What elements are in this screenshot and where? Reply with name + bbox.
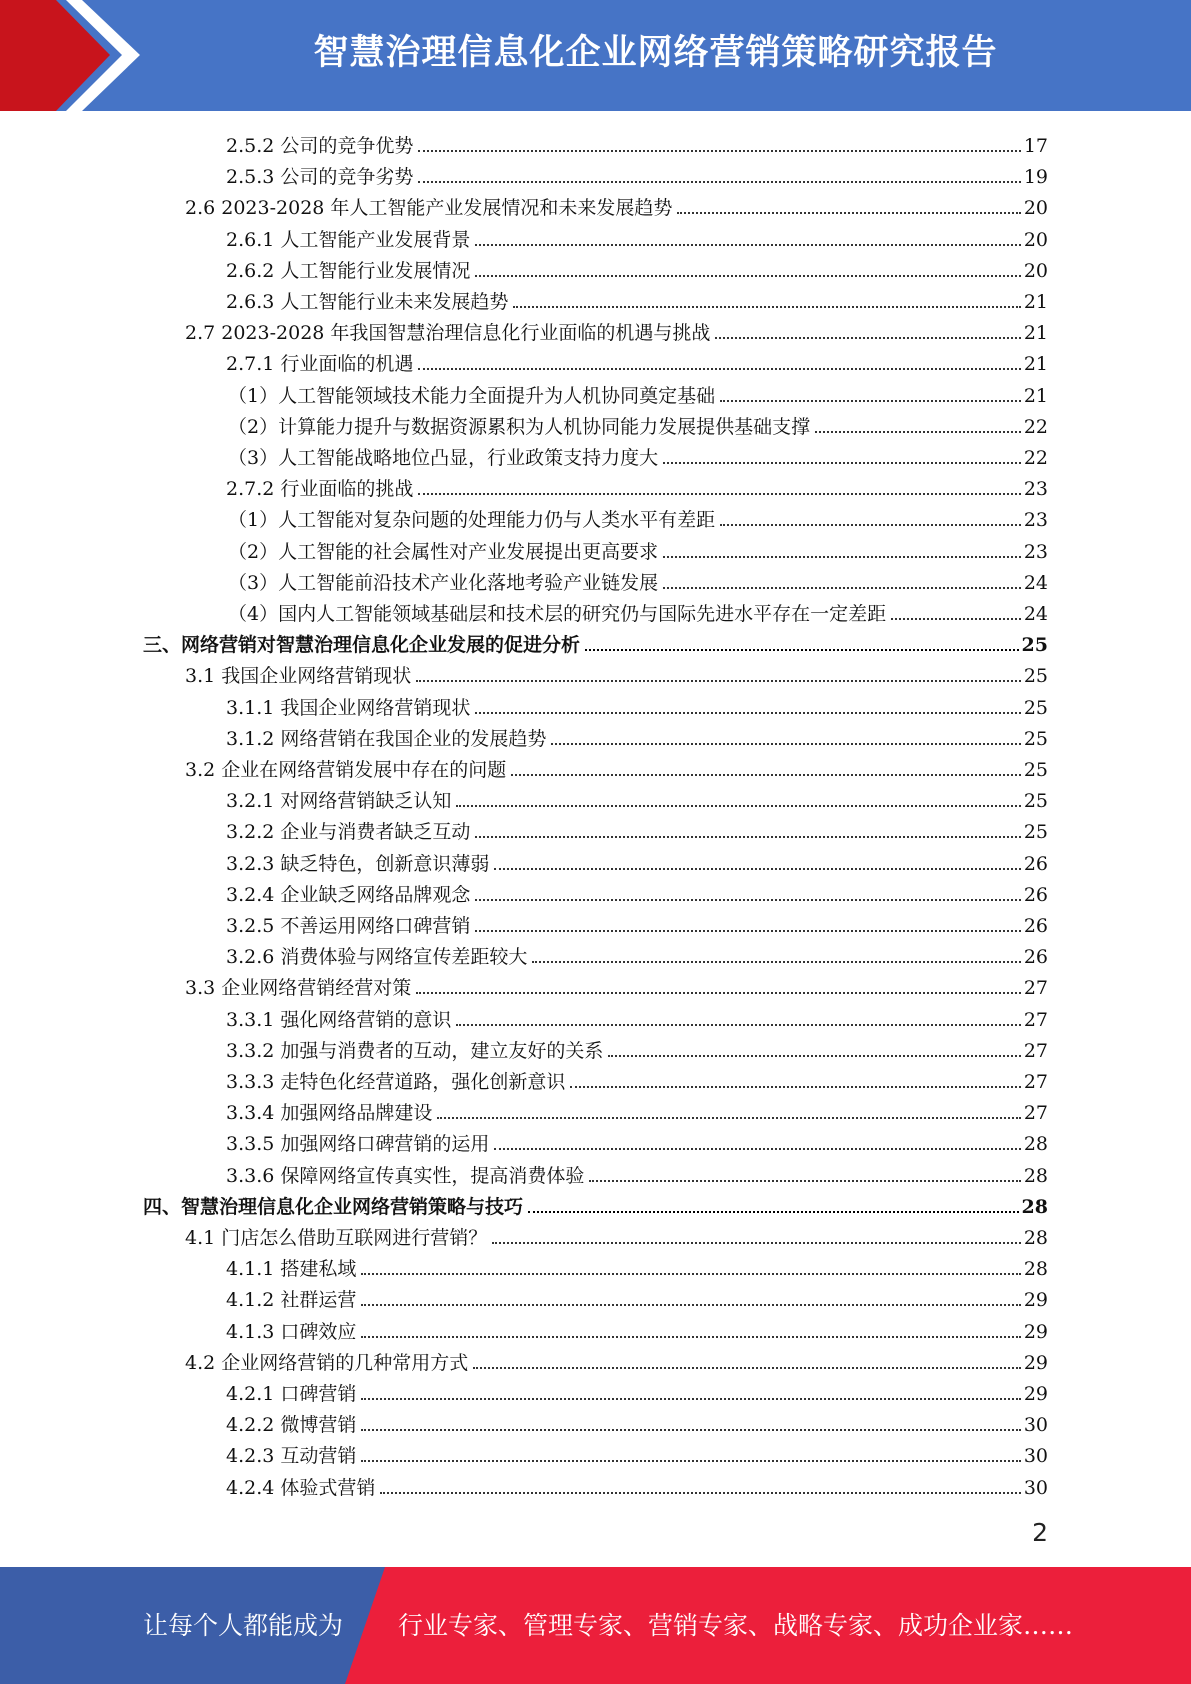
toc-entry-label: 2.6.1 人工智能产业发展背景	[226, 228, 471, 251]
toc-entry[interactable]	[226, 938, 1048, 969]
toc-entry[interactable]	[226, 1281, 1048, 1312]
toc-entry-page: 28	[1021, 1195, 1048, 1218]
toc-entry-page: 29	[1023, 1320, 1048, 1343]
report-title: 智慧治理信息化企业网络营销策略研究报告	[313, 33, 998, 73]
toc-entry-label: 4.2 企业网络营销的几种常用方式	[185, 1351, 469, 1374]
toc-entry[interactable]	[226, 221, 1048, 252]
toc-dot-leader	[663, 587, 1021, 589]
toc-dot-leader	[494, 1148, 1020, 1150]
toc-entry[interactable]	[228, 533, 1048, 564]
toc-entry-label: 3.3.6 保障网络宣传真实性，提高消费体验	[226, 1164, 585, 1187]
toc-entry-label: 2.6.3 人工智能行业未来发展趋势	[226, 291, 509, 313]
toc-entry-page: 27	[1023, 1102, 1048, 1125]
toc-entry[interactable]	[226, 1469, 1048, 1500]
page-number: 2	[1032, 1518, 1048, 1547]
toc-dot-leader	[361, 1429, 1020, 1431]
toc-entry-page: 27	[1023, 1008, 1048, 1031]
toc-entry-label: （2）计算能力提升与数据资源累积为人机协同能力发展提供基础支撑	[228, 415, 811, 438]
toc-dot-leader	[418, 181, 1020, 183]
toc-dot-leader	[475, 275, 1020, 277]
toc-dot-leader	[416, 992, 1021, 994]
toc-dot-leader	[418, 150, 1020, 152]
toc-entry[interactable]	[228, 377, 1048, 408]
toc-entry-label: 2.7 2023-2028 年我国智慧治理信息化行业面临的机遇与挑战	[185, 322, 711, 345]
toc-entry[interactable]	[185, 314, 1048, 345]
toc-dot-leader	[511, 774, 1021, 776]
toc-entry[interactable]	[228, 595, 1048, 626]
toc-entry-label: 2.7.2 行业面临的挑战	[226, 478, 414, 501]
toc-entry-page: 22	[1023, 415, 1048, 438]
toc-entry-page: 30	[1023, 1445, 1048, 1468]
toc-entry[interactable]	[226, 252, 1048, 283]
toc-entry-label: 2.5.2 公司的竞争优势	[226, 135, 414, 157]
toc-entry[interactable]	[226, 345, 1048, 376]
toc-entry[interactable]	[185, 969, 1048, 1000]
toc-entry-label: 2.6 2023-2028 年人工智能产业发展情况和未来发展趋势	[185, 197, 673, 220]
toc-entry-label: 3.2.5 不善运用网络口碑营销	[226, 915, 471, 937]
toc-dot-leader	[380, 1492, 1020, 1494]
toc-entry-page: 25	[1023, 696, 1048, 719]
toc-entry[interactable]	[226, 1063, 1048, 1094]
toc-dot-leader	[513, 306, 1020, 308]
toc-entry[interactable]	[228, 501, 1048, 532]
toc-entry[interactable]	[226, 158, 1048, 189]
toc-entry-page: 21	[1023, 322, 1048, 345]
toc-entry-page: 20	[1023, 228, 1048, 251]
toc-entry[interactable]	[226, 1157, 1048, 1188]
toc-entry[interactable]	[228, 439, 1048, 470]
toc-entry[interactable]	[226, 1125, 1048, 1156]
toc-entry[interactable]	[226, 1406, 1048, 1437]
toc-entry-page: 23	[1023, 540, 1048, 563]
toc-dot-leader	[551, 743, 1020, 745]
toc-entry[interactable]	[226, 689, 1048, 720]
toc-entry[interactable]	[228, 408, 1048, 439]
toc-entry-label: （3）人工智能战略地位凸显，行业政策支持力度大	[228, 447, 659, 469]
toc-entry-label: 4.1 门店怎么借助互联网进行营销？	[185, 1227, 488, 1249]
toc-entry-label: 3.2.6 消费体验与网络宣传差距较大	[226, 946, 528, 969]
toc-entry-label: 4.2.4 体验式营销	[226, 1476, 376, 1499]
toc-dot-leader	[494, 868, 1020, 870]
toc-entry[interactable]	[226, 283, 1048, 314]
toc-entry-page: 22	[1023, 447, 1048, 469]
toc-entry[interactable]	[226, 1001, 1048, 1032]
toc-entry-page: 30	[1023, 1476, 1048, 1499]
toc-entry[interactable]	[226, 1437, 1048, 1468]
toc-entry[interactable]	[226, 127, 1048, 158]
toc-entry-label: （4）国内人工智能领域基础层和技术层的研究仍与国际先进水平存在一定差距	[228, 603, 887, 625]
toc-entry-label: 2.7.1 行业面临的机遇	[226, 353, 414, 376]
toc-entry-page: 21	[1023, 291, 1048, 313]
toc-entry-page: 28	[1023, 1133, 1048, 1156]
toc-entry-page: 21	[1023, 384, 1048, 407]
toc-entry-page: 29	[1023, 1289, 1048, 1312]
page-footer	[0, 1567, 1191, 1684]
toc-entry-page: 27	[1023, 977, 1048, 1000]
toc-entry[interactable]	[228, 564, 1048, 595]
toc-entry-page: 25	[1021, 634, 1048, 657]
toc-entry-label: 4.2.2 微博营销	[226, 1414, 357, 1437]
toc-dot-leader	[418, 493, 1020, 495]
toc-dot-leader	[361, 1460, 1020, 1462]
footer-slogan-right: 行业专家、管理专家、营销专家、战略专家、成功企业家……	[398, 1611, 1074, 1640]
toc-entry-page: 28	[1023, 1164, 1048, 1187]
page-header	[0, 0, 1191, 111]
toc-dot-leader	[663, 462, 1021, 464]
toc-entry[interactable]	[226, 813, 1048, 844]
toc-entry-page: 19	[1023, 166, 1048, 189]
toc-dot-leader	[456, 1024, 1020, 1026]
toc-dot-leader	[720, 524, 1021, 526]
toc-dot-leader	[475, 836, 1020, 838]
footer-slogan-left: 让每个人都能成为	[143, 1611, 344, 1640]
toc-entry[interactable]	[226, 782, 1048, 813]
toc-entry-page: 25	[1023, 665, 1048, 688]
toc-entry[interactable]	[226, 1313, 1048, 1344]
toc-entry-label: 3.3.1 强化网络营销的意识	[226, 1008, 452, 1031]
toc-dot-leader	[585, 649, 1019, 651]
toc-entry-label: 2.6.2 人工智能行业发展情况	[226, 259, 471, 282]
toc-entry-page: 26	[1023, 915, 1048, 937]
toc-dot-leader	[361, 1336, 1020, 1338]
toc-dot-leader	[473, 1367, 1021, 1369]
toc-entry-page: 24	[1023, 571, 1048, 594]
toc-entry-label: 3.1.2 网络营销在我国企业的发展趋势	[226, 727, 547, 750]
toc-entry-label: 3.1 我国企业网络营销现状	[185, 665, 412, 688]
toc-entry-page: 29	[1023, 1351, 1048, 1374]
toc-dot-leader	[715, 337, 1020, 339]
toc-entry-label: 2.5.3 公司的竞争劣势	[226, 166, 414, 189]
toc-dot-leader	[416, 680, 1021, 682]
toc-dot-leader	[475, 930, 1020, 932]
toc-entry-label: 4.1.2 社群运营	[226, 1289, 357, 1312]
toc-entry[interactable]	[185, 751, 1048, 782]
toc-dot-leader	[663, 556, 1021, 558]
toc-entry[interactable]	[226, 1375, 1048, 1406]
toc-entry-label: 3.3.3 走特色化经营道路，强化创新意识	[226, 1071, 566, 1093]
toc-entry-page: 28	[1023, 1227, 1048, 1249]
toc-entry-label: 3.3.5 加强网络口碑营销的运用	[226, 1133, 490, 1156]
toc-entry[interactable]	[226, 1250, 1048, 1281]
toc-entry-page: 25	[1023, 821, 1048, 844]
toc-entry-label: 三、网络营销对智慧治理信息化企业发展的促进分析	[143, 634, 581, 657]
toc-entry-page: 27	[1023, 1071, 1048, 1093]
toc-entry-label: 3.3.4 加强网络品牌建设	[226, 1102, 433, 1125]
toc-entry-page: 25	[1023, 727, 1048, 750]
toc-dot-leader	[475, 712, 1020, 714]
toc-dot-leader	[589, 1180, 1020, 1182]
toc-entry[interactable]	[226, 1032, 1048, 1063]
toc-entry-label: 3.2.1 对网络营销缺乏认知	[226, 790, 452, 813]
toc-entry[interactable]	[185, 657, 1048, 688]
toc-entry[interactable]	[226, 720, 1048, 751]
toc-entry-label: 3.3.2 加强与消费者的互动，建立友好的关系	[226, 1039, 604, 1062]
toc-entry-label: （1）人工智能领域技术能力全面提升为人机协同奠定基础	[228, 384, 716, 407]
toc-entry-page: 20	[1023, 197, 1048, 220]
toc-entry[interactable]	[143, 626, 1048, 657]
toc-entry[interactable]	[185, 189, 1048, 220]
toc-entry[interactable]	[226, 1094, 1048, 1125]
toc-dot-leader	[361, 1398, 1020, 1400]
toc-entry-page: 23	[1023, 509, 1048, 532]
toc-entry-label: 3.2.3 缺乏特色，创新意识薄弱	[226, 852, 490, 875]
toc-entry-page: 26	[1023, 852, 1048, 875]
toc-entry-label: 4.1.1 搭建私域	[226, 1258, 357, 1281]
toc-entry-label: 3.2.4 企业缺乏网络品牌观念	[226, 883, 471, 906]
toc-dot-leader	[532, 961, 1020, 963]
toc-entry-page: 21	[1023, 353, 1048, 376]
toc-entry-label: 四、智慧治理信息化企业网络营销策略与技巧	[143, 1195, 524, 1218]
toc-entry[interactable]	[185, 1219, 1048, 1250]
toc-dot-leader	[528, 1211, 1019, 1213]
toc-entry-label: 4.2.3 互动营销	[226, 1445, 357, 1468]
toc-dot-leader	[437, 1117, 1020, 1119]
toc-entry-label: 3.2.2 企业与消费者缺乏互动	[226, 821, 471, 844]
toc-entry-page: 17	[1023, 135, 1048, 157]
toc-dot-leader	[475, 244, 1020, 246]
toc-dot-leader	[891, 618, 1021, 620]
toc-entry-page: 26	[1023, 883, 1048, 906]
toc-entry-label: （1）人工智能对复杂问题的处理能力仍与人类水平有差距	[228, 509, 716, 532]
toc-dot-leader	[361, 1304, 1020, 1306]
toc-entry-page: 28	[1023, 1258, 1048, 1281]
toc-entry[interactable]	[143, 1188, 1048, 1219]
toc-entry-page: 25	[1023, 759, 1048, 781]
header-arrow-decoration	[0, 0, 170, 111]
toc-entry-page: 30	[1023, 1414, 1048, 1437]
toc-entry-page: 23	[1023, 478, 1048, 501]
toc-dot-leader	[720, 400, 1021, 402]
toc-entry-page: 24	[1023, 603, 1048, 625]
toc-entry-label: 3.2 企业在网络营销发展中存在的问题	[185, 759, 507, 781]
toc-entry-label: （2）人工智能的社会属性对产业发展提出更高要求	[228, 540, 659, 563]
toc-entry-label: 4.2.1 口碑营销	[226, 1383, 357, 1405]
toc-entry[interactable]	[226, 470, 1048, 501]
toc-entry-label: 3.3 企业网络营销经营对策	[185, 977, 412, 1000]
toc-entry[interactable]	[185, 1344, 1048, 1375]
toc-entry-label: 4.1.3 口碑效应	[226, 1320, 357, 1343]
toc-dot-leader	[492, 1242, 1021, 1244]
toc-entry-page: 20	[1023, 259, 1048, 282]
toc-dot-leader	[418, 368, 1020, 370]
toc-dot-leader	[815, 431, 1021, 433]
toc-dot-leader	[570, 1086, 1020, 1088]
toc-entry[interactable]	[226, 907, 1048, 938]
toc-dot-leader	[361, 1273, 1020, 1275]
toc-dot-leader	[677, 212, 1020, 214]
toc-entry[interactable]	[226, 845, 1048, 876]
toc-dot-leader	[475, 899, 1020, 901]
toc-entry-label: （3）人工智能前沿技术产业化落地考验产业链发展	[228, 571, 659, 594]
toc-entry[interactable]	[226, 876, 1048, 907]
toc-entry-page: 25	[1023, 790, 1048, 813]
toc-entry-label: 3.1.1 我国企业网络营销现状	[226, 696, 471, 719]
toc-dot-leader	[456, 805, 1020, 807]
toc-entry-page: 26	[1023, 946, 1048, 969]
toc-entry-page: 27	[1023, 1039, 1048, 1062]
toc-dot-leader	[608, 1055, 1020, 1057]
toc-entry-page: 29	[1023, 1383, 1048, 1405]
